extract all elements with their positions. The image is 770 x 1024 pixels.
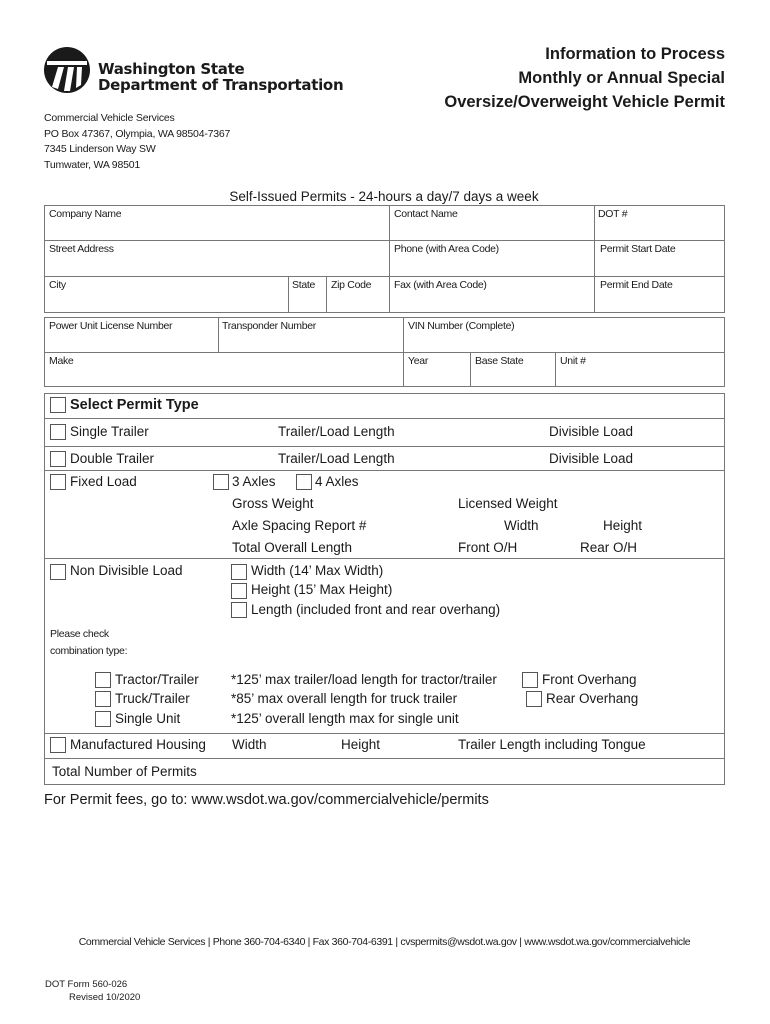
- org-name: [98, 61, 343, 93]
- note-single-unit: *125’ overall length max for single unit: [231, 711, 459, 726]
- divider: [44, 558, 725, 559]
- tractor-trailer-checkbox[interactable]: [95, 672, 111, 688]
- nd-length-checkbox[interactable]: [231, 602, 247, 618]
- divider: [44, 240, 725, 241]
- zip-code-field[interactable]: Zip Code: [331, 279, 372, 291]
- divider: [594, 205, 595, 313]
- page-title: [365, 42, 725, 114]
- street-address-field[interactable]: Street Address: [49, 243, 114, 255]
- mh-height-label: Height: [341, 737, 381, 752]
- divider: [44, 418, 725, 419]
- subtitle: Self-Issued Permits - 24-hours a day/7 days a week: [229, 189, 539, 204]
- nd-length-label: Length (included front and rear overhang): [251, 602, 501, 617]
- single-unit-label: Single Unit: [115, 711, 181, 726]
- nd-height-label: Height (15’ Max Height): [251, 582, 393, 597]
- contact-info-table: [44, 205, 725, 313]
- three-axles-checkbox[interactable]: [213, 474, 229, 490]
- phone-field[interactable]: Phone (with Area Code): [394, 243, 499, 255]
- fax-field[interactable]: Fax (with Area Code): [394, 279, 487, 291]
- three-axles-label: 3 Axles: [232, 474, 276, 489]
- city-field[interactable]: City: [49, 279, 66, 291]
- front-overhang-checkbox[interactable]: [522, 672, 538, 688]
- divider: [326, 276, 327, 313]
- divider: [44, 470, 725, 471]
- footer-contact: Commercial Vehicle Services | Phone 360-704-6340 | Fax 360-704-6391 | cvspermits@wsdot.wa.gov | www.wsdot.wa.gov/commercialvehicle: [78, 936, 691, 948]
- form-number-block: [45, 978, 140, 1004]
- vin-number-field[interactable]: VIN Number (Complete): [408, 320, 515, 332]
- truck-trailer-label: Truck/Trailer: [115, 691, 190, 706]
- divider: [288, 276, 289, 313]
- divider: [470, 352, 471, 387]
- combination-type-label: combination type:: [50, 645, 128, 657]
- note-truck-trailer: *85’ max overall length for truck trailer: [231, 691, 458, 706]
- licensed-weight-label: Licensed Weight: [458, 496, 558, 511]
- divider: [44, 758, 725, 759]
- rear-overhang-checkbox[interactable]: [526, 691, 542, 707]
- front-overhang-label: Front Overhang: [542, 672, 637, 687]
- truck-trailer-checkbox[interactable]: [95, 691, 111, 707]
- single-trailer-label: Single Trailer: [70, 424, 149, 439]
- org-line-1: Washington State: [98, 60, 245, 78]
- company-name-field[interactable]: Company Name: [49, 208, 122, 220]
- divider: [403, 317, 404, 387]
- nd-height-checkbox[interactable]: [231, 583, 247, 599]
- dot-number-field[interactable]: DOT #: [598, 208, 628, 220]
- note-tractor-trailer: *125’ max trailer/load length for tractor/trailer: [231, 672, 497, 687]
- title-line-3: Oversize/Overweight Vehicle Permit: [444, 93, 725, 111]
- nd-width-label: Width (14’ Max Width): [251, 563, 384, 578]
- fixed-load-label: Fixed Load: [70, 474, 137, 489]
- four-axles-label: 4 Axles: [315, 474, 359, 489]
- address-block: [44, 111, 230, 173]
- total-permits-field[interactable]: Total Number of Permits: [52, 764, 197, 779]
- unit-number-field[interactable]: Unit #: [560, 355, 586, 367]
- title-line-1: Information to Process: [545, 45, 725, 63]
- year-field[interactable]: Year: [408, 355, 429, 367]
- divider: [44, 733, 725, 734]
- contact-name-field[interactable]: Contact Name: [394, 208, 458, 220]
- double-trailer-checkbox[interactable]: [50, 451, 66, 467]
- divider: [389, 205, 390, 313]
- width-label: Width: [504, 518, 539, 533]
- divider: [44, 352, 725, 353]
- permit-start-date-field[interactable]: Permit Start Date: [600, 243, 676, 255]
- power-unit-license-field[interactable]: Power Unit License Number: [49, 320, 173, 332]
- rear-oh-label: Rear O/H: [580, 540, 638, 555]
- wsdot-logo-icon: [44, 47, 90, 93]
- nd-width-checkbox[interactable]: [231, 564, 247, 580]
- divider: [555, 352, 556, 387]
- make-field[interactable]: Make: [49, 355, 74, 367]
- gross-weight-label: Gross Weight: [232, 496, 314, 511]
- address-line-2: PO Box 47367, Olympia, WA 98504-7367: [44, 127, 231, 140]
- front-oh-label: Front O/H: [458, 540, 518, 555]
- divider: [44, 276, 725, 277]
- permit-fees-link[interactable]: For Permit fees, go to: www.wsdot.wa.gov/commercialvehicle/permits: [44, 792, 489, 808]
- single-trailer-load-length: Trailer/Load Length: [278, 424, 395, 439]
- double-divisible-load: Divisible Load: [549, 451, 634, 466]
- org-line-2: Department of Transportation: [98, 76, 344, 94]
- transponder-number-field[interactable]: Transponder Number: [222, 320, 317, 332]
- address-line-1: Commercial Vehicle Services: [44, 112, 175, 124]
- address-line-4: Tumwater, WA 98501: [44, 158, 141, 171]
- single-unit-checkbox[interactable]: [95, 711, 111, 727]
- tractor-trailer-label: Tractor/Trailer: [115, 672, 199, 687]
- state-field[interactable]: State: [292, 279, 316, 291]
- non-divisible-load-checkbox[interactable]: [50, 564, 66, 580]
- form-number: DOT Form 560-026: [45, 979, 128, 990]
- axle-spacing-label: Axle Spacing Report #: [232, 518, 367, 533]
- rear-overhang-label: Rear Overhang: [546, 691, 639, 706]
- divider: [44, 446, 725, 447]
- double-trailer-load-length: Trailer/Load Length: [278, 451, 395, 466]
- manufactured-housing-label: Manufactured Housing: [70, 737, 206, 752]
- height-label: Height: [603, 518, 643, 533]
- permit-end-date-field[interactable]: Permit End Date: [600, 279, 673, 291]
- mh-width-label: Width: [232, 737, 267, 752]
- four-axles-checkbox[interactable]: [296, 474, 312, 490]
- wsdot-logo: [44, 47, 90, 93]
- total-overall-length-label: Total Overall Length: [232, 540, 353, 555]
- double-trailer-label: Double Trailer: [70, 451, 155, 466]
- please-check-label: Please check: [50, 628, 109, 640]
- divider: [218, 317, 219, 352]
- select-permit-type-checkbox[interactable]: [50, 397, 66, 413]
- address-line-3: 7345 Linderson Way SW: [44, 143, 156, 155]
- base-state-field[interactable]: Base State: [475, 355, 524, 367]
- title-line-2: Monthly or Annual Special: [518, 69, 725, 87]
- fixed-load-checkbox[interactable]: [50, 474, 66, 490]
- trailer-length-tongue-label: Trailer Length including Tongue: [458, 737, 646, 752]
- manufactured-housing-checkbox[interactable]: [50, 737, 66, 753]
- select-permit-type-label: Select Permit Type: [70, 397, 199, 413]
- revised-date: Revised 10/2020: [69, 992, 141, 1003]
- single-divisible-load: Divisible Load: [549, 424, 634, 439]
- single-trailer-checkbox[interactable]: [50, 424, 66, 440]
- non-divisible-load-label: Non Divisible Load: [70, 563, 183, 578]
